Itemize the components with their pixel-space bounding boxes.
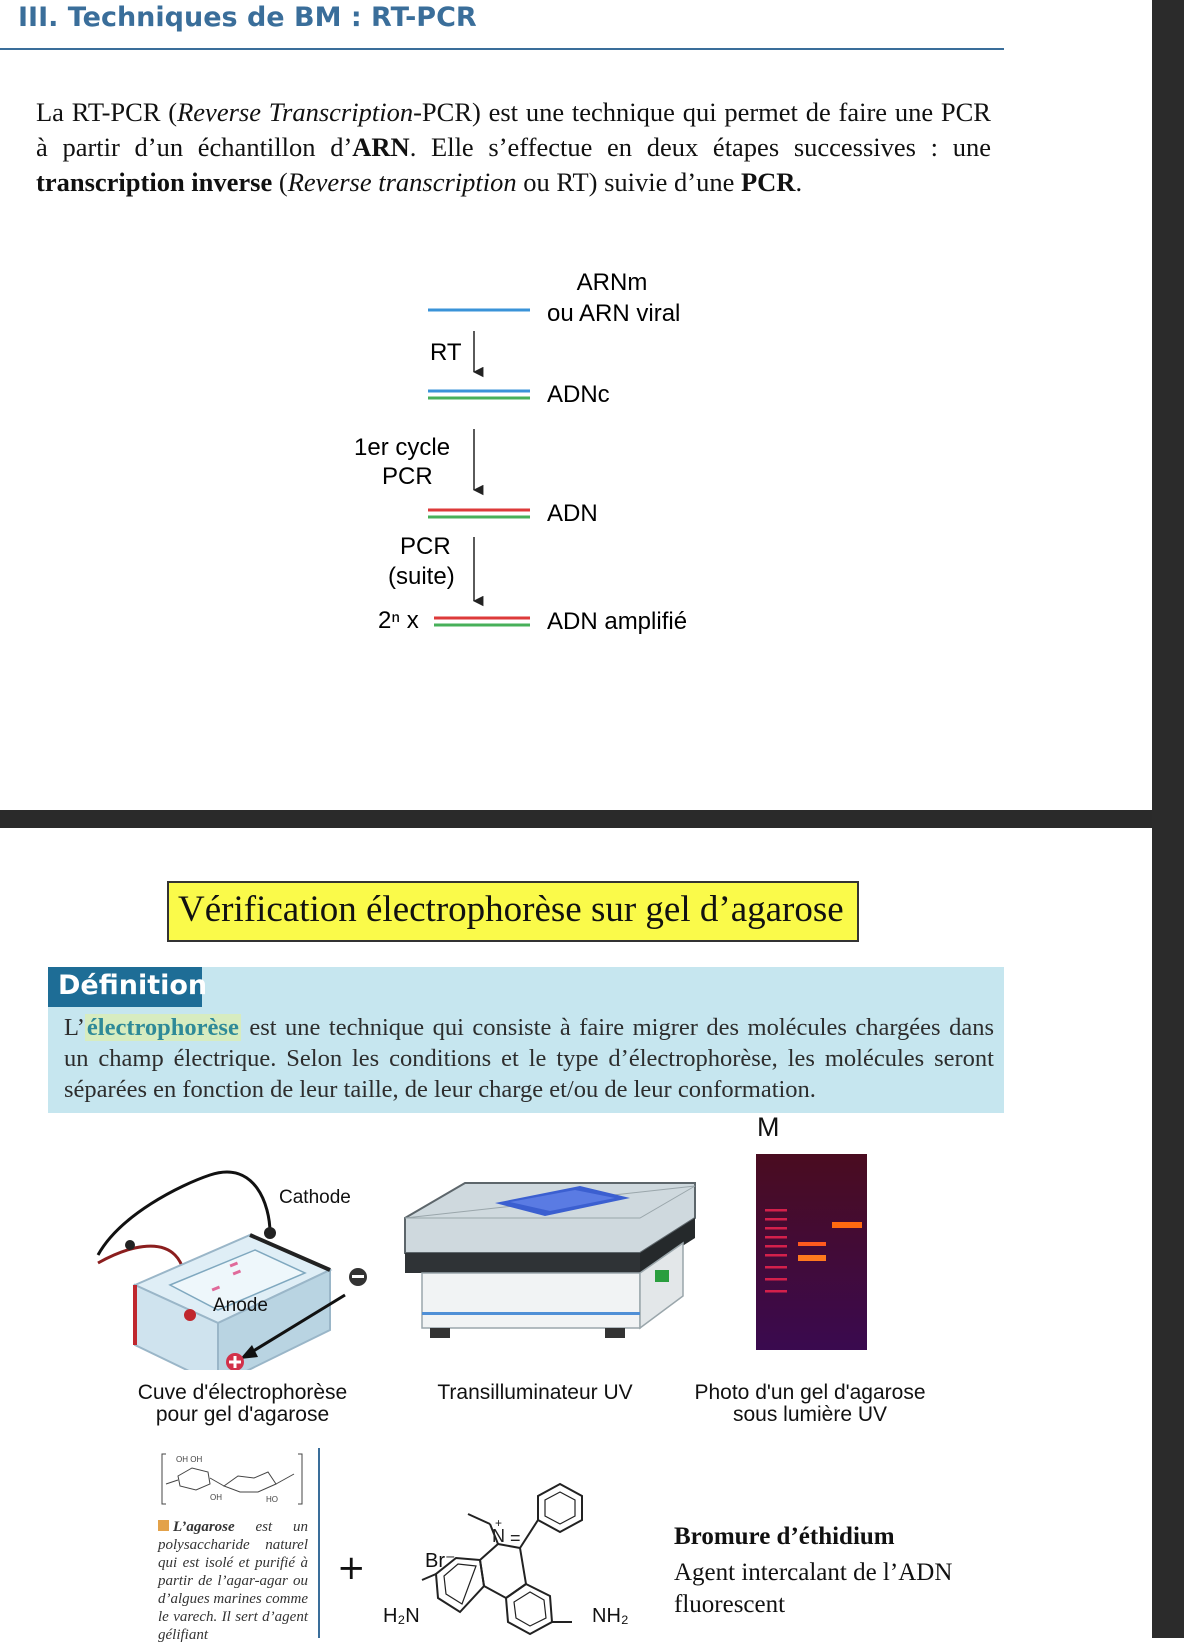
intro-text: . Elle s’effectue en deux étapes successives : une [409, 132, 991, 162]
svg-text:+: + [495, 1516, 503, 1530]
intro-text: . [795, 167, 803, 197]
intro-text: -PCR) est une technique qui permet de faire une PCR à partir d’un échantillon d’ [36, 97, 991, 162]
rt-pcr-diagram [330, 265, 760, 655]
svg-text:OH OH: OH OH [176, 1455, 203, 1464]
tank-caption-line2: pour gel d'agarose [155, 1403, 330, 1426]
uv-transilluminator-illustration [400, 1178, 700, 1348]
label-adnc: ADNc [547, 381, 610, 408]
label-arnm: ARNm [576, 269, 648, 296]
label-suite: (suite) [388, 563, 455, 590]
intro-paragraph [36, 95, 991, 200]
ethidium-desc-line1: Agent intercalant de l’ADN [674, 1559, 953, 1586]
svg-text:OH: OH [210, 1493, 222, 1502]
ethidium-description [674, 1557, 994, 1621]
intro-bold: transcription inverse [36, 167, 273, 197]
ethidium-title: Bromure d’éthidium [674, 1523, 895, 1550]
uv-caption: Transilluminateur UV [437, 1381, 633, 1404]
svg-text:HO: HO [266, 1495, 278, 1504]
right-margin-bar [1152, 0, 1184, 1638]
label-arn-viral: ou ARN viral [547, 300, 681, 327]
agarose-text-body: est un polysaccharide naturel qui est isolé et purifié à partir de l’agar-agar ou d’algues marines comme le varech. Il sert d’agent gélifiant [158, 1519, 308, 1643]
intro-text: ( [272, 167, 288, 197]
tank-caption-line1: Cuve d'électrophorèse [137, 1381, 348, 1404]
agarose-structure-drawing [158, 1450, 318, 1508]
marker-label: M [757, 1112, 780, 1142]
definition-lead: L’ [64, 1014, 85, 1041]
definition-tag-label: Définition [58, 970, 208, 1001]
definition-highlight: électrophorèse [86, 1014, 239, 1041]
label-pcr-suite: PCR [400, 533, 451, 560]
label-adn-amplifie: ADN amplifié [547, 608, 688, 635]
intro-bold: PCR [740, 167, 796, 197]
title-underline [0, 48, 1004, 50]
electrophoresis-tank-illustration [90, 1145, 390, 1370]
bromide-ion-label: Br⁻ [425, 1550, 456, 1572]
definition-text [64, 1012, 994, 1105]
gel-caption-line1: Photo d'un gel d'agarose [694, 1381, 926, 1404]
amine-left-label: H₂N [383, 1605, 420, 1627]
intro-italic: Reverse transcription [287, 167, 517, 197]
definition-rest: est une technique qui consiste à faire migrer des molécules chargées dans un champ électrique. Selon les conditions et le type d’électrophorèse, les molécules seront séparées en fonction de leur taille, de leur charge et/ou de leur conformation. [64, 1014, 994, 1103]
intro-text: La RT-PCR ( [36, 97, 178, 127]
plus-sign: + [337, 1548, 366, 1588]
label-adn: ADN [547, 500, 598, 527]
tank-caption [100, 1382, 385, 1426]
gel-caption [680, 1382, 940, 1426]
ethidium-desc-line2: fluorescent [674, 1591, 786, 1618]
svg-text:N: N [492, 1526, 505, 1546]
label-pcr: PCR [382, 463, 433, 490]
banner-title: Vérification électrophorèse sur gel d’agarose [178, 889, 844, 930]
slide-title: III. Techniques de BM : RT-PCR [18, 2, 477, 33]
agarose-description [158, 1518, 308, 1644]
bullet-square-icon [158, 1520, 169, 1531]
label-2n: 2ⁿ x [378, 607, 419, 634]
label-cathode: Cathode [279, 1187, 351, 1208]
label-anode: Anode [213, 1295, 268, 1316]
slide-divider [0, 810, 1152, 828]
agarose-label: L’agarose [173, 1519, 235, 1535]
gel-caption-line2: sous lumière UV [732, 1403, 888, 1426]
amine-right-label: NH₂ [592, 1605, 629, 1627]
label-1er-cycle: 1er cycle [354, 434, 451, 461]
intro-text: ou RT) suivie d’une [516, 167, 741, 197]
label-rt: RT [430, 339, 462, 366]
intro-italic: Reverse Transcription [177, 97, 414, 127]
svg-text:=: = [510, 1528, 521, 1548]
agarose-gel-photo [756, 1154, 867, 1350]
intro-bold: ARN [352, 132, 410, 162]
